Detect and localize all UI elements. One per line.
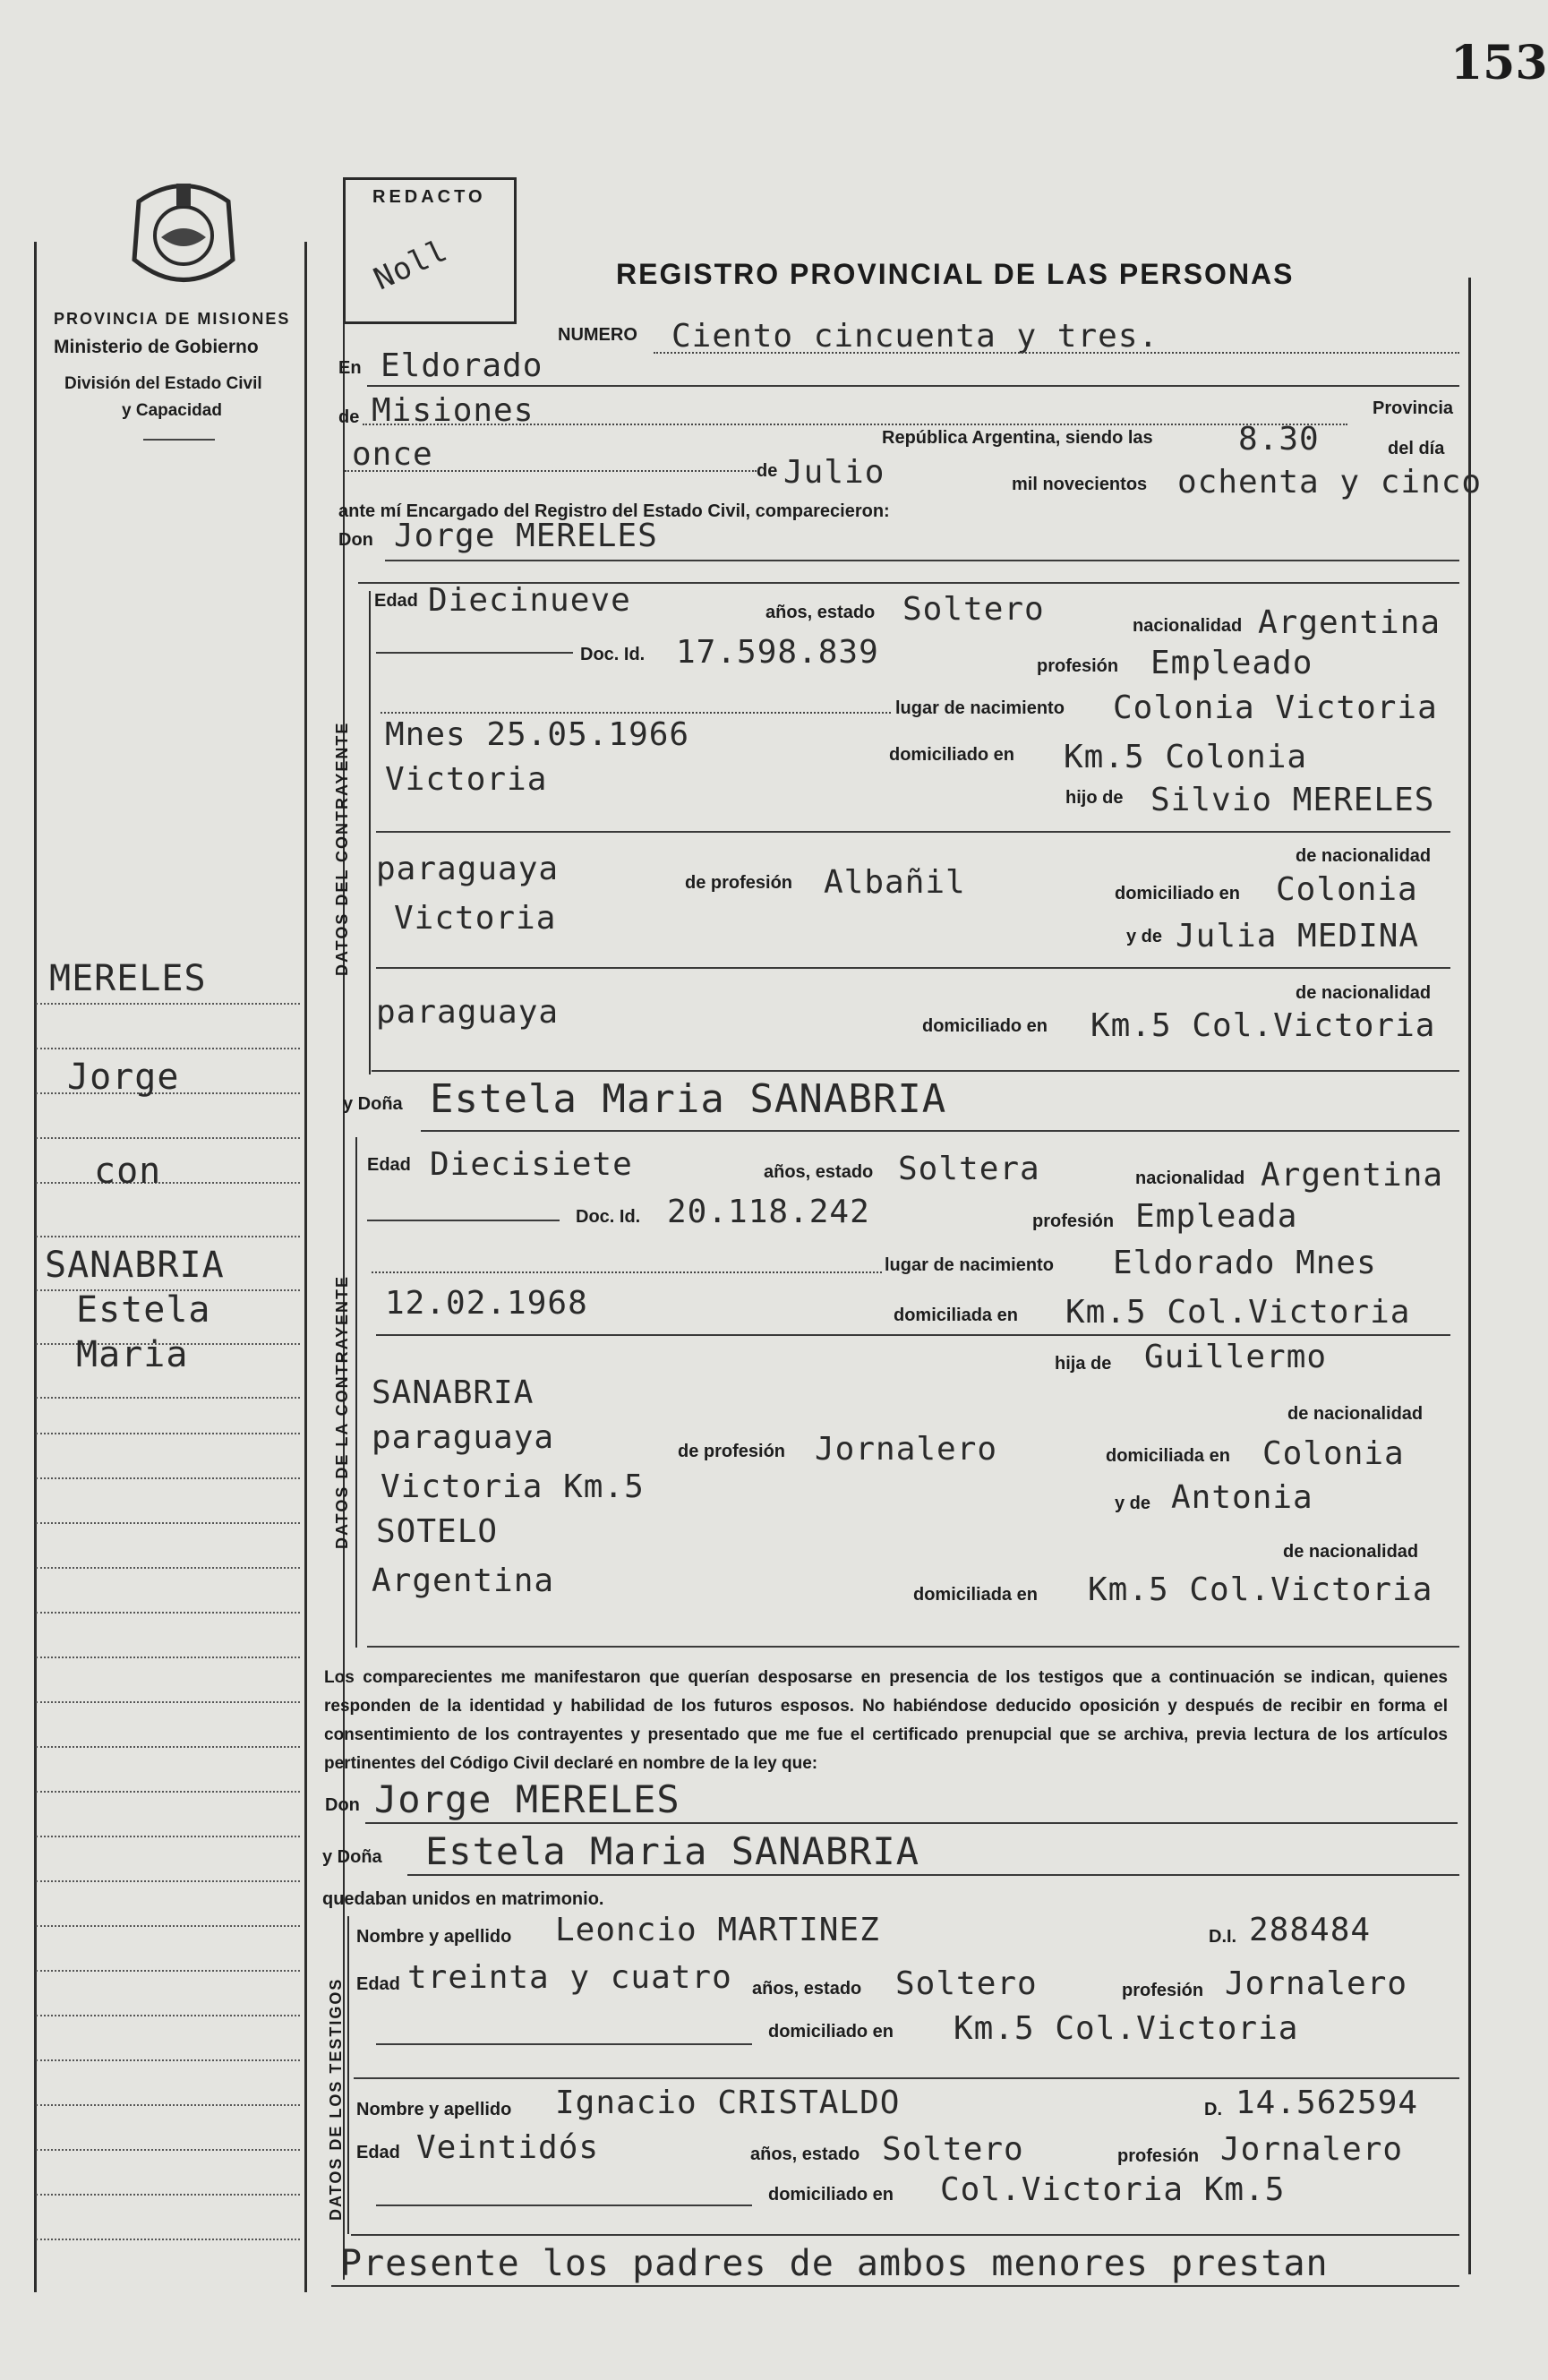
t2-nombre-label: Nombre y apellido [356,2100,512,2119]
margin-surname: MERELES [49,958,207,999]
f-padre-cont: SANABRIA [372,1374,535,1411]
madre-domic-label: domiciliado en [922,1016,1048,1036]
t1-domic-label: domiciliado en [768,2022,894,2042]
f-domic-label: domiciliada en [894,1306,1018,1325]
division-label-2: y Capacidad [122,401,222,420]
f-de-nac-label: de nacionalidad [1287,1404,1424,1424]
t1-prof-value: Jornalero [1225,1965,1408,2002]
t1-nombre-value: Leoncio MARTINEZ [555,1912,880,1948]
fecha-value: Mnes 25.05.1966 [385,716,690,753]
t1-prof-label: profesión [1122,1981,1204,2000]
left-border [34,242,37,2292]
ante-label: ante mí Encargado del Registro del Estado Civil, comparecieron: [338,501,890,521]
provincia-label: Provincia [1373,398,1454,418]
domic-value: Km.5 Colonia [1064,739,1308,775]
quedaban-label: quedaban unidos en matrimonio. [322,1889,604,1909]
f-y-de-label: y de [1115,1494,1151,1513]
divider [143,439,215,441]
padre-prof: Albañil [824,864,966,901]
f-madre-cont: SOTELO [376,1513,499,1550]
st-dona-label: y Doña [322,1847,382,1867]
t2-edad-label: Edad [356,2143,400,2162]
st-dona-value: Estela Maria SANABRIA [425,1829,920,1873]
edad-label: Edad [374,591,418,611]
f-de-prof-label: de profesión [678,1442,786,1461]
prof-label: profesión [1037,656,1119,676]
t2-di-value: 14.562594 [1236,2085,1419,2121]
t2-di-label: D. [1204,2100,1222,2119]
st-don-value: Jorge MERELES [374,1777,680,1821]
t2-domic-value: Col.Victoria Km.5 [940,2171,1286,2208]
f-padre-nac: paraguaya [372,1419,555,1456]
f-anios-label: años, estado [764,1162,874,1182]
mes-value: Julio [783,454,885,491]
domic-label: domiciliado en [889,745,1015,765]
f-edad-value: Diecisiete [430,1146,633,1183]
lugar-label: lugar de nacimiento [895,698,1065,718]
t2-domic-label: domiciliado en [768,2185,894,2204]
t1-nombre-label: Nombre y apellido [356,1927,512,1947]
document-title: REGISTRO PROVINCIAL DE LAS PERSONAS [616,258,1295,290]
f-edad-label: Edad [367,1155,411,1175]
madre-nac: paraguaya [376,994,560,1031]
nac-value: Argentina [1258,604,1441,641]
t2-anios-label: años, estado [750,2145,860,2164]
f-lugar-label: lugar de nacimiento [885,1255,1054,1275]
padre-domic: Colonia [1276,871,1418,908]
contrayente-f-side-label: DATOS DE LA CONTRAYENTE [333,1274,351,1549]
doc-value: 17.598.839 [676,634,879,671]
t1-domic-value: Km.5 Col.Victoria [954,2010,1299,2047]
st-don-label: Don [325,1795,360,1815]
t1-anios-label: años, estado [752,1979,862,1999]
margin-border [304,242,307,2292]
f-madre-domic: Km.5 Col.Victoria [1088,1571,1433,1608]
f-nac-label: nacionalidad [1135,1169,1245,1188]
f-madre-value: Antonia [1171,1479,1313,1516]
y-de-label: y de [1126,927,1163,946]
f-madre-domic-label: domiciliada en [913,1585,1038,1605]
f-padre-value: Guillermo [1144,1339,1328,1375]
f-padre-domic: Colonia [1262,1435,1405,1472]
prof-value: Empleado [1150,645,1313,681]
hijo-label: hijo de [1065,788,1124,808]
madre-value: Julia MEDINA [1176,918,1420,955]
f-padre-domic-cont: Victoria Km.5 [381,1468,645,1505]
t1-edad-label: Edad [356,1974,400,1994]
f-prof-value: Empleada [1135,1198,1298,1235]
hora-value: 8.30 [1238,421,1320,458]
domic-cont: Victoria [385,761,548,798]
t1-di-value: 288484 [1249,1912,1372,1948]
doc-label: Doc. Id. [580,645,646,664]
margin-con: con [94,1151,162,1192]
page-number: 153 [1450,36,1548,90]
don-label: Don [338,530,373,550]
en-label: En [338,358,362,378]
de-mes-label: de [757,461,778,481]
de-nac2-label: de nacionalidad [1296,983,1432,1003]
f-padre-prof: Jornalero [815,1431,998,1468]
don-value: Jorge MERELES [394,518,658,554]
f-doc-label: Doc. Id. [576,1207,641,1227]
footer-note: Presente los padres de ambos menores prestan [340,2243,1329,2284]
t1-estado-value: Soltero [895,1965,1038,2002]
division-label: División del Estado Civil [64,374,262,393]
del-dia-label: del día [1388,439,1445,458]
padre-value: Silvio MERELES [1150,782,1435,818]
margin-firstname: Jorge [67,1057,180,1098]
estado-value: Soltero [902,591,1045,628]
t1-edad-value: treinta y cuatro [407,1959,732,1996]
t1-di-label: D.I. [1209,1927,1237,1947]
stamp-label: REDACTO [372,187,486,207]
de-label: de [338,407,360,427]
f-doc-value: 20.118.242 [667,1194,870,1230]
madre-domic: Km.5 Col.Victoria [1090,1007,1436,1044]
de-prof-label: de profesión [685,873,793,893]
dona-label: y Doña [343,1094,403,1114]
margin-surname-2: SANABRIA [45,1245,225,1286]
margin-firstname-2: Estela [76,1289,211,1331]
nac-label: nacionalidad [1133,616,1243,636]
numero-label: NUMERO [558,325,637,345]
f-padre-domic-label: domiciliada en [1106,1446,1230,1466]
ministry-label: Ministerio de Gobierno [54,337,259,357]
t2-prof-label: profesión [1117,2146,1200,2166]
f-hija-label: hija de [1055,1354,1112,1374]
f-madre-nac: Argentina [372,1562,555,1599]
contrayente-side-label: DATOS DEL CONTRAYENTE [333,721,351,976]
mil-label: mil novecientos [1012,475,1148,494]
f-de-nac2-label: de nacionalidad [1283,1542,1419,1562]
right-border [1468,278,1471,2274]
coat-of-arms-seal [121,175,246,295]
edad-value: Diecinueve [428,582,631,619]
f-fecha-value: 12.02.1968 [385,1285,588,1322]
dia-value: once [352,436,433,473]
f-lugar-value: Eldorado Mnes [1113,1245,1377,1281]
t2-estado-value: Soltero [882,2131,1024,2168]
t2-nombre-value: Ignacio CRISTALDO [555,2085,901,2121]
dona-value: Estela Maria SANABRIA [430,1076,947,1122]
redacto-stamp [343,177,517,324]
t2-prof-value: Jornalero [1220,2131,1404,2168]
f-domic-value: Km.5 Col.Victoria [1065,1294,1411,1331]
anios-label: años, estado [765,603,876,622]
margin-middlename-2: Maria [76,1334,189,1375]
t2-edad-value: Veintidós [416,2129,600,2166]
anio-value: ochenta y cinco [1177,464,1483,501]
padre-nac: paraguaya [376,851,560,887]
lugar-value: Colonia Victoria [1113,689,1438,726]
en-value: Eldorado [381,347,543,384]
f-estado-value: Soltera [898,1151,1040,1187]
testigos-side-label: DATOS DE LOS TESTIGOS [327,1977,345,2221]
republica-label: República Argentina, siendo las [882,428,1153,448]
numero-value: Ciento cincuenta y tres. [671,318,1159,355]
de-value: Misiones [372,392,535,429]
de-nac-label: de nacionalidad [1296,846,1432,866]
padre-domic-label: domiciliado en [1115,884,1241,903]
statement-text: Los comparecientes me manifestaron que querían desposarse en presencia de los testigos que a continuación se indican, quienes responden de la identidad y habilidad de los futuros esposos. No habiéndose deducido oposición y después de recibir en forma el consentimiento de los contrayentes y presentado que me fue el certificado prenupcial que se archiva, previa lectura de los artículos pertinentes del Código Civil declaré en nombre de la ley que: [324,1668,1448,1773]
f-prof-label: profesión [1032,1211,1115,1231]
f-nac-value: Argentina [1261,1157,1444,1194]
province-label: PROVINCIA DE MISIONES [54,310,291,328]
stamp-handwriting: Noll [368,232,454,298]
padre-domic-cont: Victoria [394,900,557,937]
